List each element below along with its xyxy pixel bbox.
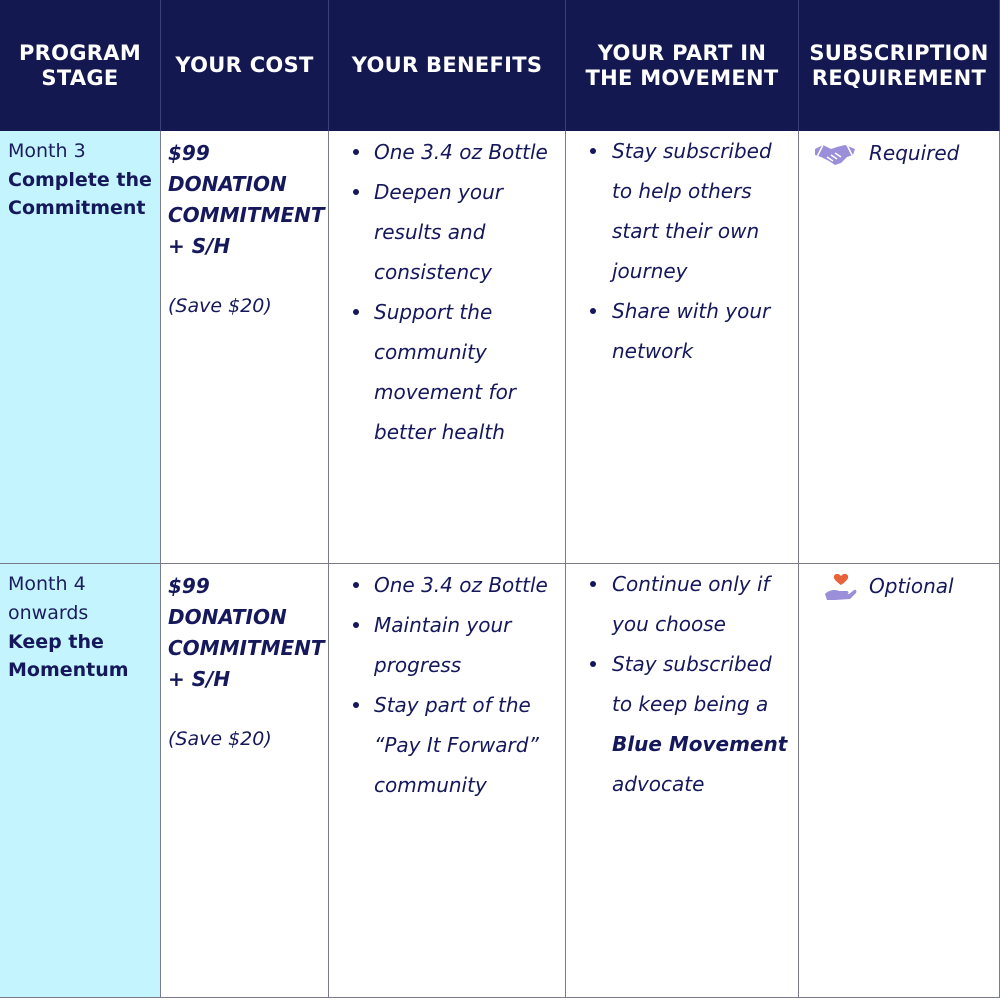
requirement-label: Required xyxy=(869,141,960,165)
header-your-benefits: YOUR BENEFITS xyxy=(329,0,566,131)
cost-shipping: + S/H xyxy=(168,667,231,691)
heart-in-hand-icon xyxy=(823,572,857,602)
cost-label: DONATION xyxy=(168,172,287,196)
list-item: One 3.4 oz Bottle xyxy=(329,132,524,172)
blue-movement-label: Blue Movement xyxy=(612,732,788,756)
stage-month: Month 3 xyxy=(8,140,86,162)
cost-label: DONATION xyxy=(168,605,287,629)
list-item: Stay subscribed to keep being a Blue Movement advocate xyxy=(566,644,792,804)
cost-label: COMMITMENT xyxy=(168,203,325,227)
header-program-stage: PROGRAM STAGE xyxy=(0,0,161,131)
cost-price: $99 xyxy=(168,574,210,598)
header-subscription-requirement: SUBSCRIPTION REQUIREMENT xyxy=(799,0,1000,131)
cost-cell xyxy=(161,131,329,564)
benefits-cell xyxy=(329,564,566,998)
cost-cell xyxy=(161,564,329,998)
movement-list xyxy=(566,564,798,804)
list-item: Continue only if you choose xyxy=(566,564,772,644)
stage-month: Month 4 onwards xyxy=(8,573,89,624)
benefits-list xyxy=(329,565,565,805)
cost-savings: (Save $20) xyxy=(168,295,272,317)
cost-label: COMMITMENT xyxy=(168,636,325,660)
benefits-cell xyxy=(329,131,566,564)
requirement-label: Optional xyxy=(869,574,954,598)
movement-cell xyxy=(566,564,799,998)
stage-cell xyxy=(0,564,161,998)
stage-title: Keep the Momentum xyxy=(8,631,129,681)
requirement-cell xyxy=(799,564,1000,998)
movement-list xyxy=(566,131,798,371)
cost-savings: (Save $20) xyxy=(168,728,272,750)
list-item: Stay part of the “Pay It Forward” community xyxy=(329,685,539,805)
list-item: Maintain your progress xyxy=(329,605,524,685)
list-item: Deepen your results and consistency xyxy=(329,172,524,292)
header-your-part: YOUR PART IN THE MOVEMENT xyxy=(566,0,799,131)
stage-cell xyxy=(0,131,161,564)
list-item: Share with your network xyxy=(566,291,772,371)
header-your-cost: YOUR COST xyxy=(161,0,329,131)
requirement-cell xyxy=(799,131,1000,564)
list-item: Support the community movement for better health xyxy=(329,292,524,452)
list-item: One 3.4 oz Bottle xyxy=(329,565,524,605)
cost-shipping: + S/H xyxy=(168,234,231,258)
list-item: Stay subscribed to help others start their own journey xyxy=(566,131,792,291)
stage-title: Complete the Commitment xyxy=(8,169,152,219)
handshake-icon xyxy=(813,139,857,169)
cost-price: $99 xyxy=(168,141,210,165)
movement-cell xyxy=(566,131,799,564)
benefits-list xyxy=(329,132,565,452)
